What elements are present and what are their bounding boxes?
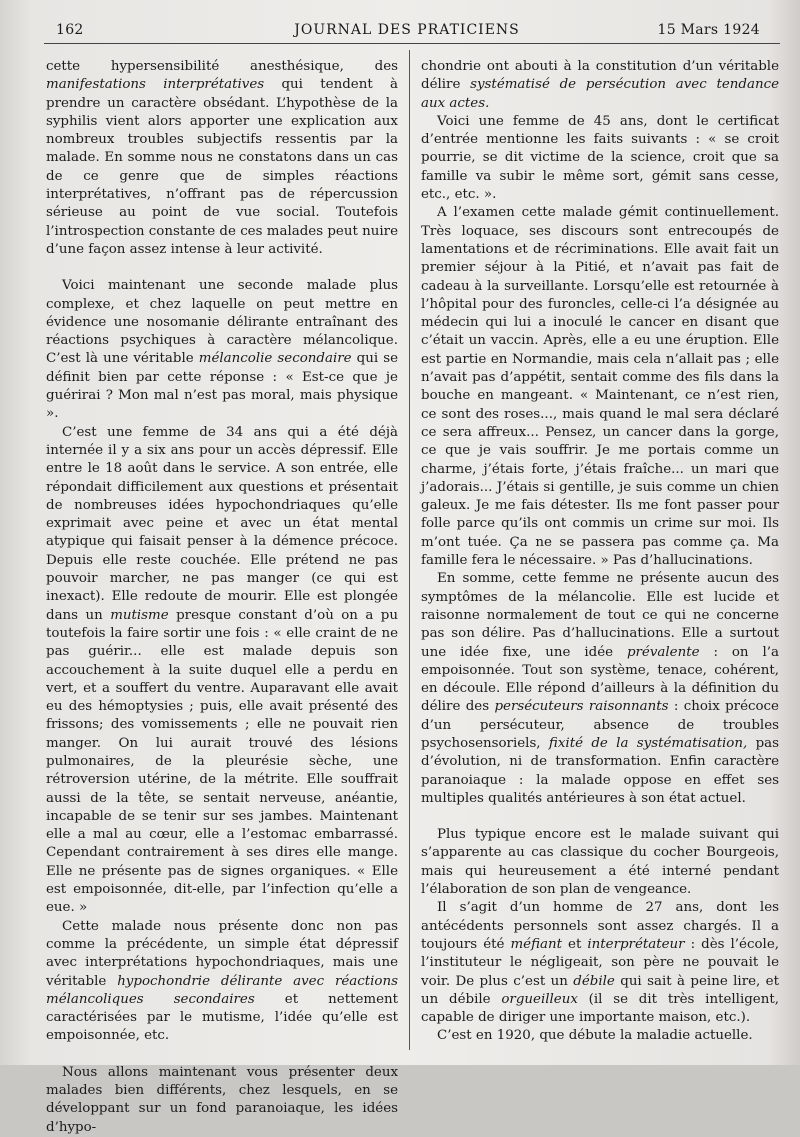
header-rule [44,43,780,44]
left-column [46,58,398,1137]
running-header [44,20,770,42]
paragraph: C’est en 1920, que débute la maladie actuelle. [437,1028,753,1044]
paragraph: C’est une femme de 34 ans qui a été déjà internée il y a six ans pour un accès dépressif. Elle entre le 18 août dans le service. A son entrée, elle répondait difficilement aux questions et présentait de nombreuses idées hypochondriaques qu’elle exprimait avec peine et avec un état mental atypique qui faisait penser à la démence précoce. Depuis elle reste couchée. Elle prétend ne pas pouvoir marcher, ne pas manger (ce qui est inexact). Elle redoute de mourir. Elle est plongée dans un mutisme presque constant d’où on a pu toutefois la faire sortir une fois : « elle craint de ne pas guérir... elle est malade depuis son accouchement à la suite duquel elle a perdu en vert, et a souffert du ventre. Auparavant elle avait eu des hémoptysies ; puis, elle avait présenté des frissons; des vomissements ; elle ne pouvait rien manger. On lui aurait trouvé des lésions pulmonaires, de la pleurésie sèche, une rétroversion utérine, de la métrite. Elle souffrait aussi de la tête, se sentait nerveuse, anéantie, incapable de se tenir sur ses jambes. Maintenant elle a mal au cœur, elle a l’estomac embarrassé. Cependant contrairement à ses dires elle mange. Elle ne présente pas de signes organiques. « Elle est empoisonnée, dit-elle, par l’infection qu’elle a eue. » [46,424,398,916]
journal-title: JOURNAL DES PRATICIENS [294,22,520,38]
paragraph: Cette malade nous présente donc non pas comme la précédente, un simple état dépressif avec interprétations hypochondriaques, mais une véritable hypochondrie délirante avec réactions mélancoliques secondaires et nettement caractérisées par le mutisme, l’idée qu’elle est empoisonnée, etc. [46,918,399,1044]
paragraph: Nous allons maintenant vous présenter deux malades bien différents, chez lesquels, en se développant sur un fond paranoiaque, les idées d’hypo- [46,1064,398,1135]
paragraph: Voici maintenant une seconde malade plus complexe, et chez laquelle on peut mettre en évidence une nosomanie délirante entraînant des réactions psychiques à caractère mélancolique. C’est là une véritable mélancolie secondaire qui se définit bien par cette réponse : « Est-ce que je guérirai ? Mon mal n’est pas moral, mais physique ». [46,278,398,422]
paragraph: chondrie ont abouti à la constitution d’un véritable délire systématisé de persécution avec tendance aux actes. [421,59,779,111]
paragraph: Voici une femme de 45 ans, dont le certificat d’entrée mentionne les faits suivants : « se croit pourrie, se dit victime de la science, croit que sa famille va subir le même sort, gémit sans cesse, etc., etc. ». [421,113,779,203]
paragraph: A l’examen cette malade gémit continuellement. Très loquace, ses discours sont entrecoupés de lamentations et de récriminations. Elle avait fait un premier séjour à la Pitié, et n’avait pas fait de cadeau à la surveillante. Lorsqu’elle est retournée à l’hôpital pour des furoncles, celle-ci l’a désignée au médecin qui lui a inoculé le cancer en disant que c’était un vaccin. Après, elle a eu une éruption. Elle est partie en Normandie, mais cela n’allait pas ; elle n’avait pas d’appétit, sentait comme des fils dans la bouche en mangeant. « Maintenant, ce n’est rien, ce sont des roses..., mais quand le mal sera déclaré ce sera affreux... Pensez, un cancer dans la gorge, ce que je vais souffrir. Je me portais comme un charme, j’étais forte, j’étais fraîche... un mari que j’adorais... J’étais si gentille, je suis comme un chien galeux. Je me fais détester. Ils me font passer pour folle parce qu’ils ont commis un crime sur moi. Ils m’ont tuée. Ça ne se passera pas comme ça. Ma famille fera le nécessaire. » Pas d’hallucinations. [421,205,779,569]
column-separator [409,50,410,1050]
paragraph: Il s’agit d’un homme de 27 ans, dont les antécédents personnels sont assez chargés. Il a toujours été méfiant et interprétateur : dès l’école, l’instituteur le négligeait, son père ne pouvait le voir. De plus c’est un débile qui sait à peine lire, et un débile orgueilleux (il se dit très intelligent, capable de diriger une importante maison, etc.). [421,900,780,1026]
issue-date: 15 Mars 1924 [657,22,760,38]
page-number: 162 [56,22,84,38]
paragraph: cette hypersensibilité anesthésique, des manifestations interprétatives qui tendent à prendre un caractère obsédant. L’hypothèse de la syphilis vient alors apporter une explication aux nombreux troubles subjectifs ressentis par la malade. En somme nous ne constatons dans un cas de ce genre que de simples réactions interprétatives, n’offrant pas de répercussion sérieuse au point de vue social. Toutefois l’introspection constante de ces malades peut nuire d’une façon assez intense à leur activité. [46,59,398,257]
paragraph: Plus typique encore est le malade suivant qui s’apparente au cas classique du cocher Bourgeois, mais qui heureusement a été interné pendant l’élaboration de son plan de vengeance. [421,827,779,898]
paragraph: En somme, cette femme ne présente aucun des symptômes de la mélancolie. Elle est lucide et raisonne normalement de tout ce qui ne concerne pas son délire. Pas d’hallucinations. Elle a surtout une idée fixe, une idée prévalente : on l’a empoisonnée. Tout son système, tenace, cohérent, en découle. Elle répond d’ailleurs à la définition du délire des persécuteurs raisonnants : choix précoce d’un persécuteur, absence de troubles psychosensoriels, fixité de la systématisation, pas d’évolution, ni de transformation. Enfin caractère paranoiaque : la malade oppose en effet ses multiples qualités antérieures à son état actuel. [421,571,779,806]
right-column [421,58,779,1046]
